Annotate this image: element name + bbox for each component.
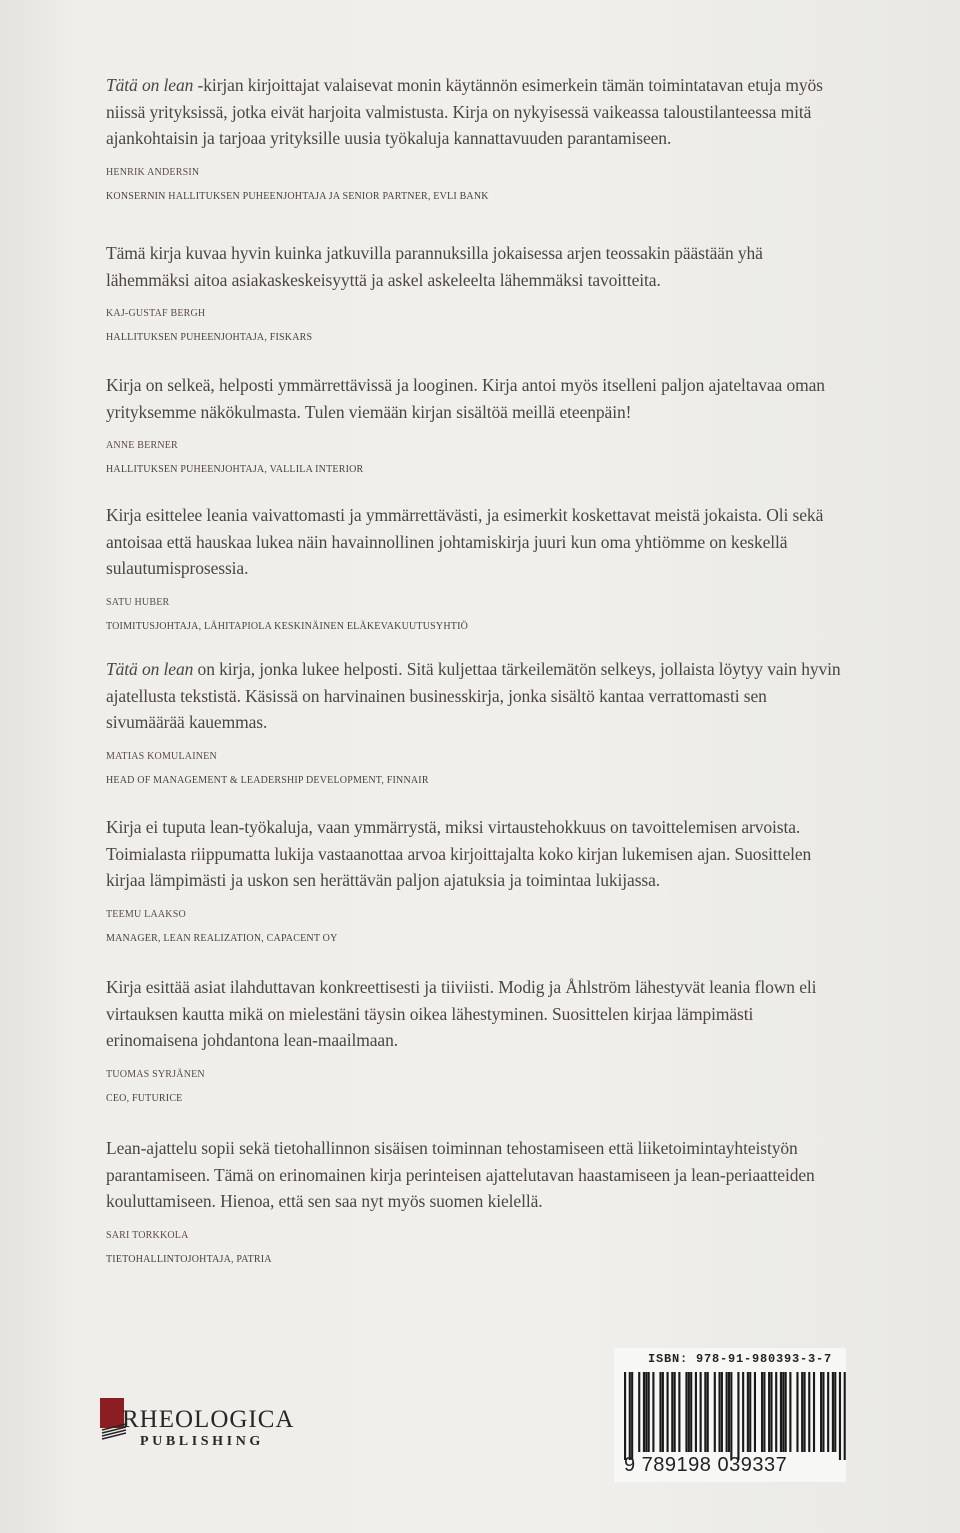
quote-author: KAJ-GUSTAF BERGH bbox=[106, 308, 206, 319]
quote-author-title: TIETOHALLINTOJOHTAJA, PATRIA bbox=[106, 1253, 272, 1265]
barcode-bar bbox=[742, 1372, 744, 1452]
barcode-bar bbox=[730, 1372, 732, 1460]
endorsement-5 bbox=[106, 656, 846, 788]
barcode-bar bbox=[749, 1372, 751, 1452]
barcode-bar bbox=[801, 1372, 803, 1452]
barcode-bar bbox=[782, 1372, 784, 1452]
barcode-bar bbox=[652, 1372, 654, 1452]
quote-author-title: CEO, FUTURICE bbox=[106, 1092, 183, 1104]
isbn-label: ISBN: 978-91-980393-3-7 bbox=[648, 1352, 833, 1366]
quote-author: TUOMAS SYRJÄNEN bbox=[106, 1068, 205, 1080]
quote-author: SATU HUBER bbox=[106, 596, 170, 608]
barcode-bar bbox=[624, 1372, 626, 1460]
quote-author: MATIAS KOMULAINEN bbox=[106, 750, 217, 762]
publisher-subtitle: PUBLISHING bbox=[140, 1434, 264, 1449]
quote-text: Kirja ei tuputa lean-työkaluja, vaan ymmärrystä, miksi virtaustehokkuus on tavoittelemisen arvoista. Toimialasta riippumatta lukija vastaanottaa arvoa kirjoittajalta koko kirjan lukemisen ajan. Suosittelen kirjaa lämpimästi ja uskon sen herättävän paljon ajatuksia ja toimintaa lukijassa. bbox=[106, 817, 812, 890]
quote-text: Tämä kirja kuvaa hyvin kuinka jatkuvilla parannuksilla jokaisessa arjen teossakin päästään yhä lähemmäksi aitoa asiakaskeskeisyyttä ja askel askeleelta lähemmäksi tavoitteita. bbox=[106, 243, 763, 290]
barcode-bar bbox=[785, 1372, 787, 1452]
barcode-bar bbox=[704, 1372, 706, 1452]
endorsement-7 bbox=[106, 974, 846, 1106]
barcode-bar bbox=[761, 1372, 763, 1452]
quote-text: Kirja esittelee leania vaivattomasti ja ymmärrettävästi, ja esimerkit koskettavat meistä jokaista. Oli sekä antoisaa että hauskaa lukea näin havainnollinen johtamiskirja juuri kun oma yhtiömme on keskellä sulautumisprosessia. bbox=[106, 505, 824, 578]
quote-author-title: HEAD OF MANAGEMENT & LEADERSHIP DEVELOPMENT, FINNAIR bbox=[106, 774, 429, 786]
endorsement-6 bbox=[106, 814, 846, 946]
quote-author-title: TOIMITUSJOHTAJA, LÄHITAPIOLA KESKINÄINEN ELÄKEVAKUUTUSYHTIÖ bbox=[106, 620, 469, 632]
quote-author-title: HALLITUKSEN PUHEENJOHTAJA, VALLILA INTERIOR bbox=[106, 464, 364, 475]
barcode-bar bbox=[844, 1372, 846, 1460]
barcode-bar bbox=[685, 1372, 687, 1452]
barcode-bar bbox=[832, 1372, 834, 1452]
isbn-barcode bbox=[614, 1348, 846, 1482]
publisher-logo bbox=[100, 1392, 340, 1462]
barcode-bar bbox=[803, 1372, 805, 1452]
barcode-bar bbox=[659, 1372, 661, 1452]
barcode-bar bbox=[737, 1372, 739, 1460]
quote-author-title: MANAGER, LEAN REALIZATION, CAPACENT OY bbox=[106, 932, 338, 944]
quote-author: SARI TORKKOLA bbox=[106, 1229, 189, 1241]
endorsement-3 bbox=[106, 372, 846, 477]
barcode-bar bbox=[780, 1372, 782, 1452]
barcode-bar bbox=[789, 1372, 791, 1452]
barcode-bar bbox=[662, 1372, 664, 1452]
quote-text: Kirja esittää asiat ilahduttavan konkreettisesti ja tiiviisti. Modig ja Åhlström lähestyvät leania flown eli virtauksen kautta mikä on mielestäni täysin oikea lähestyminen. Suosittelen kirjaa lämpimästi erinomaisena johdantona lean-maailmaan. bbox=[106, 977, 817, 1050]
barcode-bar bbox=[827, 1372, 829, 1452]
barcode-bar bbox=[768, 1372, 770, 1452]
barcode-bar bbox=[690, 1372, 692, 1452]
barcode-bar bbox=[747, 1372, 749, 1452]
quote-text: Tätä on lean on kirja, jonka lukee helposti. Sitä kuljettaa tärkeilemätön selkeys, jollaista löytyy vain hyvin ajatellusta tekstistä. Käsissä on harvinainen businesskirja, jonka sisältö kantaa verrattomasti sen sivumäärää kauemmas. bbox=[106, 659, 841, 732]
barcode-bar bbox=[643, 1372, 645, 1452]
barcode-bar bbox=[754, 1372, 756, 1452]
barcode-bar bbox=[839, 1372, 841, 1460]
barcode-bar bbox=[667, 1372, 669, 1452]
barcode-bar bbox=[631, 1372, 633, 1460]
barcode-bar bbox=[645, 1372, 647, 1452]
barcode-bar bbox=[714, 1372, 716, 1452]
barcode-bar bbox=[728, 1372, 730, 1452]
quote-author: TEEMU LAAKSO bbox=[106, 908, 186, 920]
barcode-bar bbox=[808, 1372, 810, 1452]
endorsement-8 bbox=[106, 1135, 846, 1267]
endorsement-1 bbox=[106, 72, 846, 204]
barcode-bar bbox=[796, 1372, 798, 1452]
barcode-bar bbox=[688, 1372, 690, 1452]
quote-author-title: HALLITUKSEN PUHEENJOHTAJA, FISKARS bbox=[106, 332, 313, 343]
barcode-bar bbox=[770, 1372, 772, 1452]
quote-text: Tätä on lean -kirjan kirjoittajat valaisevat monin käytännön esimerkein tämän toimintatavan etuja myös niissä yrityksissä, jotka eivät harjoita valmistusta. Kirja on nykyisessä vaikeassa taloustilanteessa mitä ajankohtaisin ja tarjoaa yrityksille uusia työkaluja kannattavuuden parantamiseen. bbox=[106, 75, 823, 148]
endorsement-2 bbox=[106, 240, 846, 345]
ean-digits: 9 789198 039337 bbox=[624, 1454, 788, 1476]
barcode-bar bbox=[695, 1372, 697, 1452]
quote-author: HENRIK ANDERSIN bbox=[106, 166, 200, 178]
barcode-bar bbox=[674, 1372, 676, 1452]
barcode-bar bbox=[763, 1372, 765, 1452]
quote-author: ANNE BERNER bbox=[106, 440, 178, 451]
barcode-bar bbox=[721, 1372, 723, 1452]
barcode-bar bbox=[775, 1372, 777, 1452]
quote-author-title: KONSERNIN HALLITUKSEN PUHEENJOHTAJA JA SENIOR PARTNER, EVLI BANK bbox=[106, 190, 489, 202]
quote-text: Kirja on selkeä, helposti ymmärrettävissä ja looginen. Kirja antoi myös itselleni paljon ajateltavaa oman yrityksemme näkökulmasta. Tulen viemään kirjan sisältöä meillä eteenpäin! bbox=[106, 375, 825, 422]
endorsement-4 bbox=[106, 502, 846, 634]
barcode-bar bbox=[707, 1372, 709, 1452]
publisher-name: RHEOLOGICA bbox=[122, 1406, 295, 1433]
barcode-bar bbox=[726, 1372, 728, 1452]
barcode-bar bbox=[629, 1372, 631, 1460]
barcode-bar bbox=[718, 1372, 720, 1452]
barcode-bar bbox=[671, 1372, 673, 1452]
barcode-bar bbox=[822, 1372, 824, 1452]
barcode-bar bbox=[638, 1372, 640, 1452]
quote-text: Lean-ajattelu sopii sekä tietohallinnon sisäisen toiminnan tehostamiseen että liiketoimintayhteistyön parantamiseen. Tämä on erinomainen kirja perinteisen ajattelutavan haastamiseen ja lean-periaatteiden kouluttamiseen. Hienoa, että sen saa nyt myös suomen kielellä. bbox=[106, 1138, 815, 1211]
barcode-bar bbox=[678, 1372, 680, 1452]
barcode-bar bbox=[834, 1372, 836, 1452]
barcode-bar bbox=[813, 1372, 815, 1452]
barcode-bar bbox=[820, 1372, 822, 1452]
barcode-bar bbox=[700, 1372, 702, 1452]
barcode-bar bbox=[648, 1372, 650, 1452]
